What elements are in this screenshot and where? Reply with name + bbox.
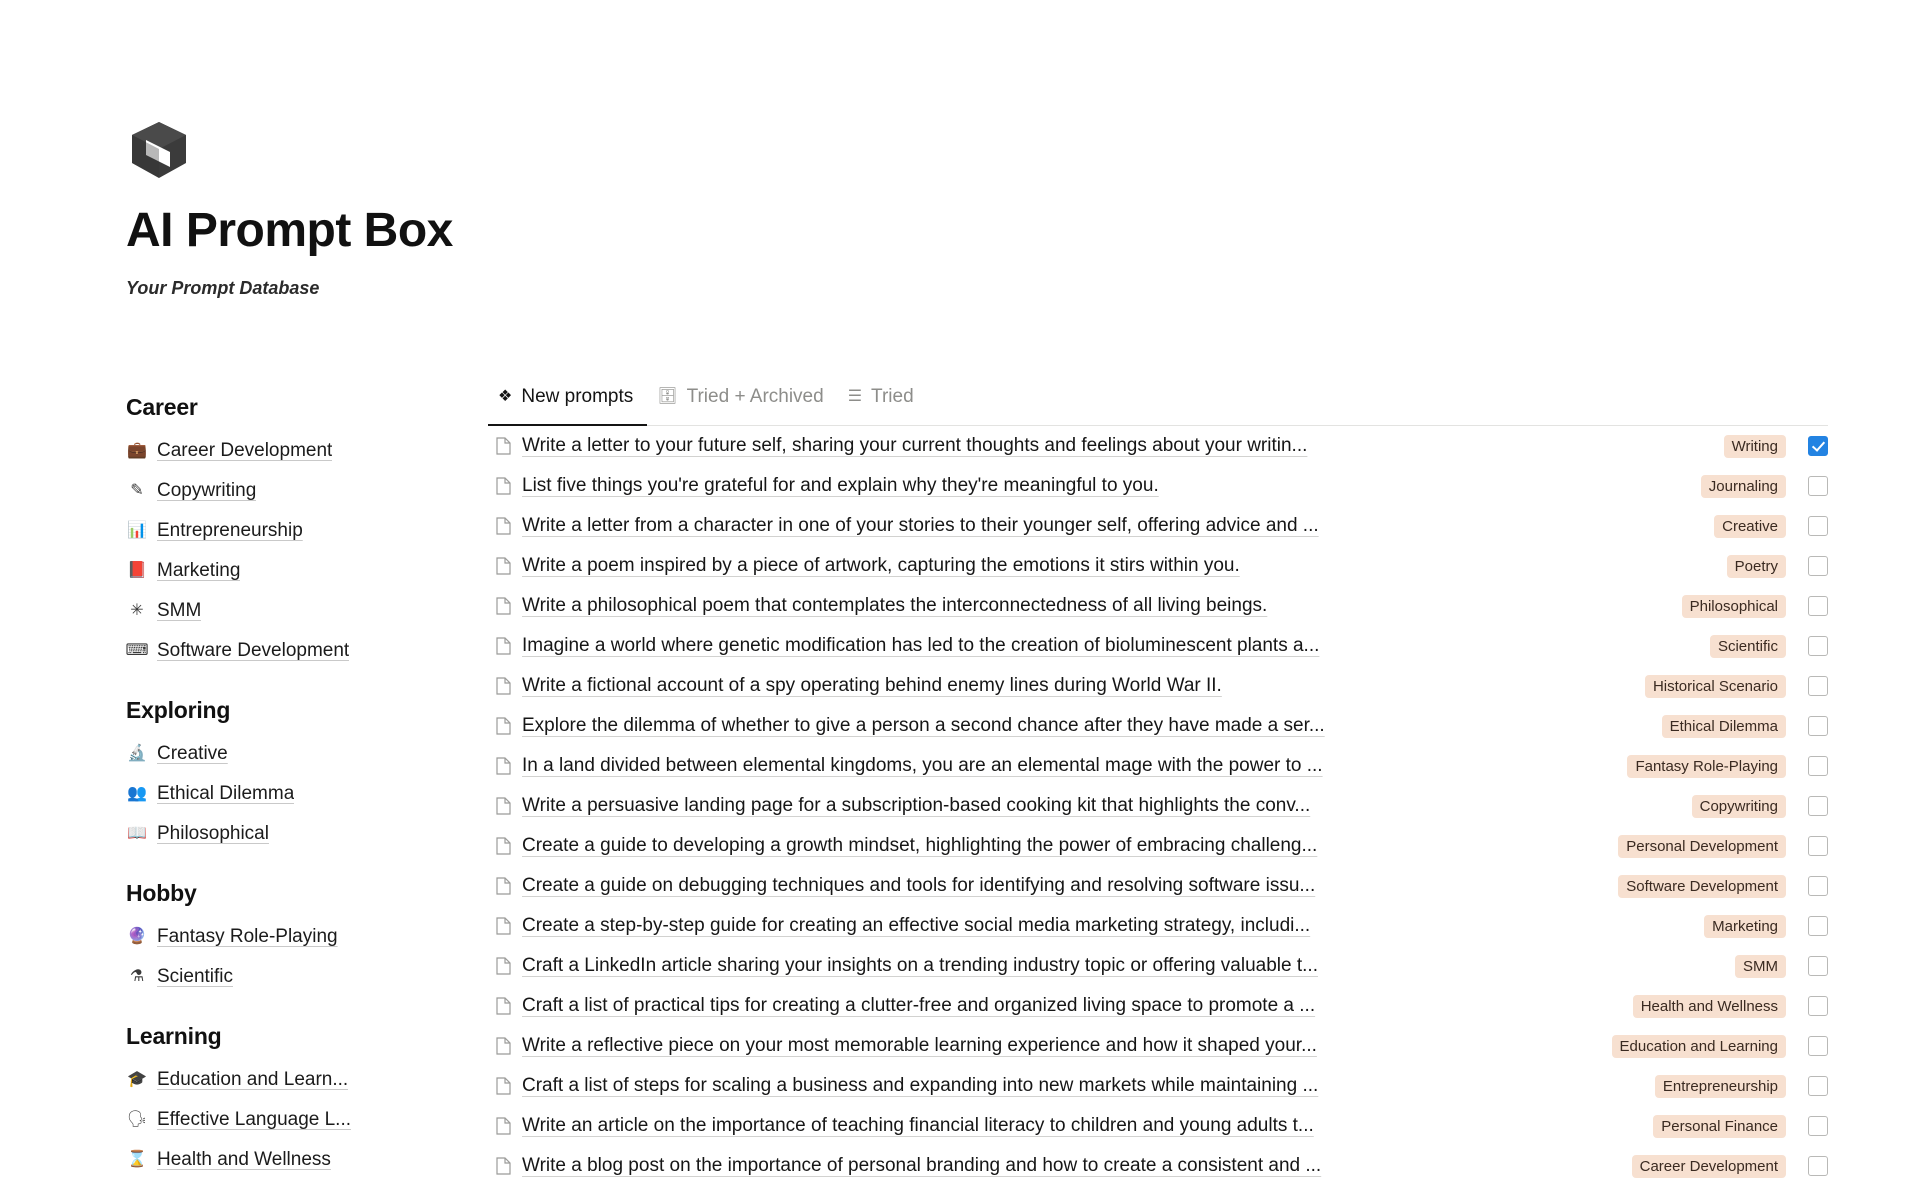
prompt-title[interactable]: Write a reflective piece on your most memorable learning experience and how it shaped your... — [522, 1035, 1317, 1056]
page-header — [126, 118, 646, 299]
tab-tried[interactable] — [838, 381, 928, 425]
sidebar-item-label: Entrepreneurship — [157, 520, 303, 541]
prompt-title[interactable]: Write an article on the importance of teaching financial literacy to children and young adults t... — [522, 1115, 1314, 1136]
sidebar-item-marketing[interactable] — [126, 551, 426, 591]
prompt-title[interactable]: Write a philosophical poem that contemplates the interconnectedness of all living beings. — [522, 595, 1268, 616]
sidebar-item-label: Philosophical — [157, 823, 269, 844]
sidebar-item-education-and-learn[interactable] — [126, 1060, 426, 1100]
page-icon — [492, 797, 514, 815]
sidebar-item-scientific[interactable] — [126, 957, 426, 997]
archive-icon: 🗄 — [657, 388, 678, 405]
row-checkbox[interactable] — [1808, 716, 1828, 736]
row-checkbox[interactable] — [1808, 1116, 1828, 1136]
page-icon — [492, 677, 514, 695]
sparkle-icon: ✳ — [130, 602, 144, 619]
row-checkbox[interactable] — [1808, 756, 1828, 776]
page-icon — [492, 757, 514, 775]
microscope-icon: 🔬 — [127, 745, 147, 762]
briefcase-icon: 💼 — [127, 442, 147, 459]
status-badge: Education and Learning — [1612, 1035, 1786, 1058]
table-row[interactable] — [488, 666, 1828, 706]
sidebar-item-smm[interactable] — [126, 591, 426, 631]
status-badge: Philosophical — [1682, 595, 1786, 618]
table-row[interactable] — [488, 746, 1828, 786]
status-badge: Ethical Dilemma — [1662, 715, 1786, 738]
sidebar-item-label: Creative — [157, 743, 228, 764]
sidebar-item-fantasy-role-playing[interactable] — [126, 917, 426, 957]
cube-logo-icon — [126, 118, 192, 184]
row-checkbox[interactable] — [1808, 636, 1828, 656]
page-icon — [492, 437, 514, 455]
speech-icon: 🗣 — [126, 1111, 148, 1128]
book-icon: 📕 — [127, 562, 147, 579]
sidebar-item-label: Scientific — [157, 966, 234, 987]
page-icon — [492, 957, 514, 975]
status-badge: Health and Wellness — [1633, 995, 1786, 1018]
row-checkbox[interactable] — [1808, 876, 1828, 896]
sidebar-item-label: Copywriting — [157, 480, 257, 501]
row-checkbox[interactable] — [1808, 836, 1828, 856]
sidebar-group-title: Hobby — [126, 880, 197, 906]
page-icon — [492, 717, 514, 735]
prompt-title[interactable]: Write a blog post on the importance of personal branding and how to create a consistent and ... — [522, 1155, 1322, 1176]
pencil-icon: ✎ — [130, 482, 144, 499]
page-icon — [492, 917, 514, 935]
row-checkbox[interactable] — [1808, 1076, 1828, 1096]
status-badge: Historical Scenario — [1645, 675, 1786, 698]
prompt-title[interactable]: Write a letter from a character in one of your stories to their younger self, offering advice and ... — [522, 515, 1319, 536]
sidebar-item-entrepreneurship[interactable] — [126, 511, 426, 551]
prompt-title[interactable]: Create a guide to developing a growth mindset, highlighting the power of embracing challeng... — [522, 835, 1318, 856]
status-badge: Personal Development — [1618, 835, 1786, 858]
table-row[interactable] — [488, 866, 1828, 906]
status-badge: Software Development — [1618, 875, 1786, 898]
table-row[interactable] — [488, 426, 1828, 466]
sidebar-group-title: Career — [126, 394, 198, 420]
row-checkbox[interactable] — [1808, 1036, 1828, 1056]
prompt-title[interactable]: Explore the dilemma of whether to give a person a second chance after they have made a ser... — [522, 715, 1325, 736]
sidebar-group — [126, 1023, 426, 1180]
page-icon — [492, 837, 514, 855]
sidebar-group — [126, 697, 426, 854]
sidebar-item-philosophical[interactable] — [126, 814, 426, 854]
sidebar-item-label: Marketing — [157, 560, 241, 581]
chart-icon: 📊 — [127, 522, 147, 539]
row-checkbox[interactable] — [1808, 956, 1828, 976]
sidebar-item-software-development[interactable] — [126, 631, 426, 671]
test-tube-icon: ⚗ — [129, 968, 145, 985]
page-icon — [492, 477, 514, 495]
row-checkbox[interactable] — [1808, 556, 1828, 576]
table-row[interactable] — [488, 826, 1828, 866]
prompt-title[interactable]: Create a step-by-step guide for creating an effective social media marketing strategy, includi... — [522, 915, 1311, 936]
prompt-title[interactable]: Create a guide on debugging techniques and tools for identifying and resolving software issu... — [522, 875, 1316, 896]
page-icon — [492, 1157, 514, 1175]
sidebar-group — [126, 880, 426, 997]
table-row[interactable] — [488, 466, 1828, 506]
status-badge: Marketing — [1704, 915, 1786, 938]
sidebar — [126, 394, 426, 1199]
sidebar-item-label: Education and Learn... — [157, 1069, 349, 1090]
sidebar-item-label: Software Development — [157, 640, 350, 661]
table-row[interactable] — [488, 1066, 1828, 1106]
sidebar-item-career-development[interactable] — [126, 431, 426, 471]
prompt-title[interactable]: List five things you're grateful for and explain why they're meaningful to you. — [522, 475, 1159, 496]
status-badge: Career Development — [1632, 1155, 1786, 1178]
table-row[interactable] — [488, 706, 1828, 746]
sidebar-item-copywriting[interactable] — [126, 471, 426, 511]
table-row[interactable] — [488, 506, 1828, 546]
table-row[interactable] — [488, 1106, 1828, 1146]
prompt-title[interactable]: Imagine a world where genetic modification has led to the creation of bioluminescent plants a... — [522, 635, 1320, 656]
page-icon — [492, 597, 514, 615]
page-icon — [492, 1037, 514, 1055]
sidebar-item-label: SMM — [157, 600, 202, 621]
sidebar-item-ethical-dilemma[interactable] — [126, 774, 426, 814]
page-icon — [492, 637, 514, 655]
row-checkbox[interactable] — [1808, 796, 1828, 816]
prompt-title[interactable]: Craft a list of practical tips for creating a clutter-free and organized living space to promote a ... — [522, 995, 1316, 1016]
sidebar-item-label: Health and Wellness — [157, 1149, 331, 1170]
page-icon — [492, 997, 514, 1015]
page-icon — [492, 1117, 514, 1135]
status-badge: Personal Finance — [1653, 1115, 1786, 1138]
sidebar-group — [126, 394, 426, 671]
prompt-title[interactable]: Craft a list of steps for scaling a business and expanding into new markets while maintaining ... — [522, 1075, 1319, 1096]
tab-bar — [488, 382, 1828, 426]
main-content — [488, 382, 1828, 1186]
sidebar-item-effective-language-l[interactable] — [126, 1100, 426, 1140]
graduation-icon: 🎓 — [127, 1071, 147, 1088]
row-checkbox[interactable] — [1808, 596, 1828, 616]
status-badge: Entrepreneurship — [1655, 1075, 1786, 1098]
tab-new-prompts[interactable] — [488, 381, 647, 425]
prompt-list — [488, 426, 1828, 1186]
status-badge: SMM — [1735, 955, 1786, 978]
table-row[interactable] — [488, 906, 1828, 946]
prompt-title[interactable]: In a land divided between elemental kingdoms, you are an elemental mage with the power to ... — [522, 755, 1323, 776]
crystal-ball-icon: 🔮 — [127, 928, 147, 945]
sidebar-group-title: Exploring — [126, 697, 231, 723]
prompt-title[interactable]: Write a poem inspired by a piece of artwork, capturing the emotions it stirs within you. — [522, 555, 1240, 576]
page-title: AI Prompt Box — [126, 204, 453, 257]
tab-label: Tried + Archived — [686, 386, 824, 407]
tab-label: Tried — [871, 386, 914, 407]
tab-tried-archived[interactable] — [647, 381, 837, 425]
row-checkbox[interactable] — [1808, 1156, 1828, 1176]
table-row[interactable] — [488, 546, 1828, 586]
row-checkbox[interactable] — [1808, 436, 1828, 456]
status-badge: Creative — [1714, 515, 1786, 538]
status-badge: Journaling — [1701, 475, 1786, 498]
status-badge: Copywriting — [1692, 795, 1786, 818]
status-badge: Scientific — [1710, 635, 1786, 658]
row-checkbox[interactable] — [1808, 516, 1828, 536]
keyboard-icon: ⌨ — [125, 642, 149, 659]
row-checkbox[interactable] — [1808, 996, 1828, 1016]
page-icon — [492, 517, 514, 535]
table-row[interactable] — [488, 1026, 1828, 1066]
table-row[interactable] — [488, 946, 1828, 986]
page-subtitle: Your Prompt Database — [126, 278, 320, 299]
prompt-title[interactable]: Write a fictional account of a spy operating behind enemy lines during World War II. — [522, 675, 1222, 696]
page-icon — [492, 557, 514, 575]
prompt-title[interactable]: Write a letter to your future self, sharing your current thoughts and feelings about your writin... — [522, 435, 1308, 456]
sidebar-item-label: Fantasy Role-Playing — [157, 926, 338, 947]
page-icon — [492, 877, 514, 895]
tab-label: New prompts — [521, 386, 634, 407]
layout-icon: ❖ — [498, 388, 513, 405]
prompt-title[interactable]: Write a persuasive landing page for a subscription-based cooking kit that highlights the conv... — [522, 795, 1311, 816]
table-row[interactable] — [488, 986, 1828, 1026]
status-badge: Writing — [1724, 435, 1786, 458]
table-row[interactable] — [488, 586, 1828, 626]
row-checkbox[interactable] — [1808, 476, 1828, 496]
prompt-title[interactable]: Craft a LinkedIn article sharing your insights on a trending industry topic or offering valuable t... — [522, 955, 1318, 976]
sidebar-item-label: Career Development — [157, 440, 333, 461]
sidebar-item-creative[interactable] — [126, 734, 426, 774]
people-icon: 👥 — [127, 785, 147, 802]
sidebar-item-label: Ethical Dilemma — [157, 783, 295, 804]
sidebar-item-label: Effective Language L... — [157, 1109, 352, 1130]
checklist-icon: ☰ — [847, 388, 863, 405]
status-badge: Fantasy Role-Playing — [1627, 755, 1786, 778]
row-checkbox[interactable] — [1808, 916, 1828, 936]
hourglass-icon: ⌛ — [127, 1151, 147, 1168]
row-checkbox[interactable] — [1808, 676, 1828, 696]
sidebar-item-health-and-wellness[interactable] — [126, 1140, 426, 1180]
table-row[interactable] — [488, 786, 1828, 826]
page-icon — [492, 1077, 514, 1095]
table-row[interactable] — [488, 626, 1828, 666]
table-row[interactable] — [488, 1146, 1828, 1186]
open-book-icon: 📖 — [127, 825, 147, 842]
sidebar-group-title: Learning — [126, 1023, 222, 1049]
status-badge: Poetry — [1727, 555, 1786, 578]
